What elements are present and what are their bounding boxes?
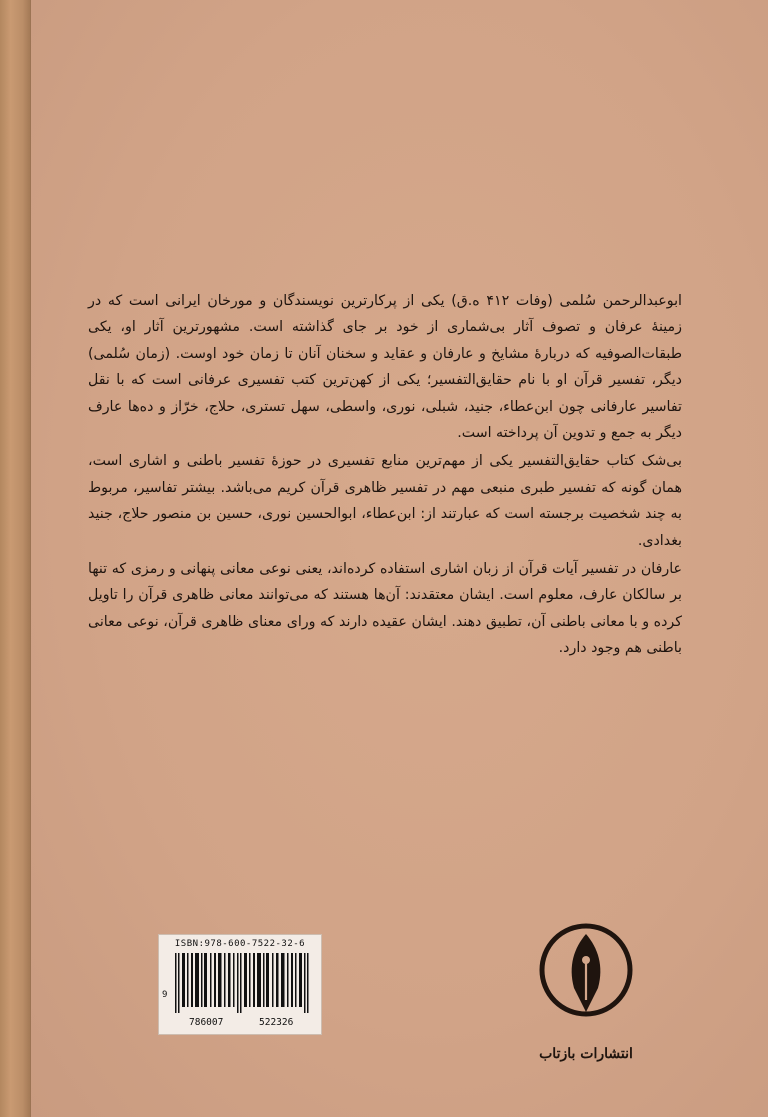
barcode-left-digits: 786007	[189, 1017, 224, 1028]
blurb-paragraph-3: عارفان در تفسیر آیات قرآن از زبان اشاری استفاده کرده‌اند، یعنی نوعی معانی پنهانی و رمزی که تنها بر سالکان عارف، معلوم است. ایشان معتقدند: آن‌ها هستند که می‌توانند معانی ظاهری قرآن را تاویل کرده و با معانی باطنی آن، تطبیق دهند. ایشان عقیده دارند که ورای معنای ظاهری قرآن، نوعی معانی باطنی هم وجود دارد.	[88, 561, 682, 657]
blurb-paragraph-2: بی‌شک کتاب حقایق‌التفسیر یکی از مهم‌ترین منابع تفسیری در حوزهٔ تفسیر باطنی و اشاری است، همان گونه که تفسیر طبری منبعی مهم در تفسیر ظاهری قرآن کریم می‌باشد. بیشتر تفاسیر، مربوط به چند شخصیت برجسته است که عبارتند از: ابن‌عطاء، ابوالحسین نوری، حسین بن منصور حلاج، جنید بغدادی.	[88, 453, 682, 549]
isbn-number: ISBN:978-600-7522-32-6	[174, 939, 306, 949]
blurb-paragraph-1: ابوعبدالرحمن سُلمی (وفات ۴۱۲ ه.ق) یکی از پرکارترین نویسندگان و مورخان ایرانی است که در زمینهٔ عرفان و تصوف آثار بی‌شماری از خود بر جای گذاشته است. مشهورترین آثار او، یکی طبقات‌الصوفیه که دربارهٔ مشایخ و عارفان و عقاید و سخنان آنان تا زمان خود اوست. (زمان سُلمی) دیگر، تفسیر قرآن او با نام حقایق‌التفسیر؛ یکی از کهن‌ترین کتب تفسیری عرفانی است که با نقل تفاسیر عارفانی چون ابن‌عطاء، جنید، شبلی، نوری، واسطی، سهل تستری، حلاج، خرّاز و ده‌ها عارف دیگر به جمع و تدوین آن پرداخته است.	[88, 293, 682, 442]
pen-nib-logo-icon	[536, 914, 636, 1044]
book-spine	[0, 0, 31, 1117]
back-cover-blurb	[88, 288, 682, 664]
barcode-icon	[173, 953, 319, 1013]
isbn-barcode-label	[158, 934, 322, 1035]
barcode-right-digits: 522326	[259, 1017, 294, 1028]
barcode-lead-digit: 9	[162, 990, 168, 1000]
publisher-name: انتشارات بازتاب	[539, 1046, 633, 1062]
